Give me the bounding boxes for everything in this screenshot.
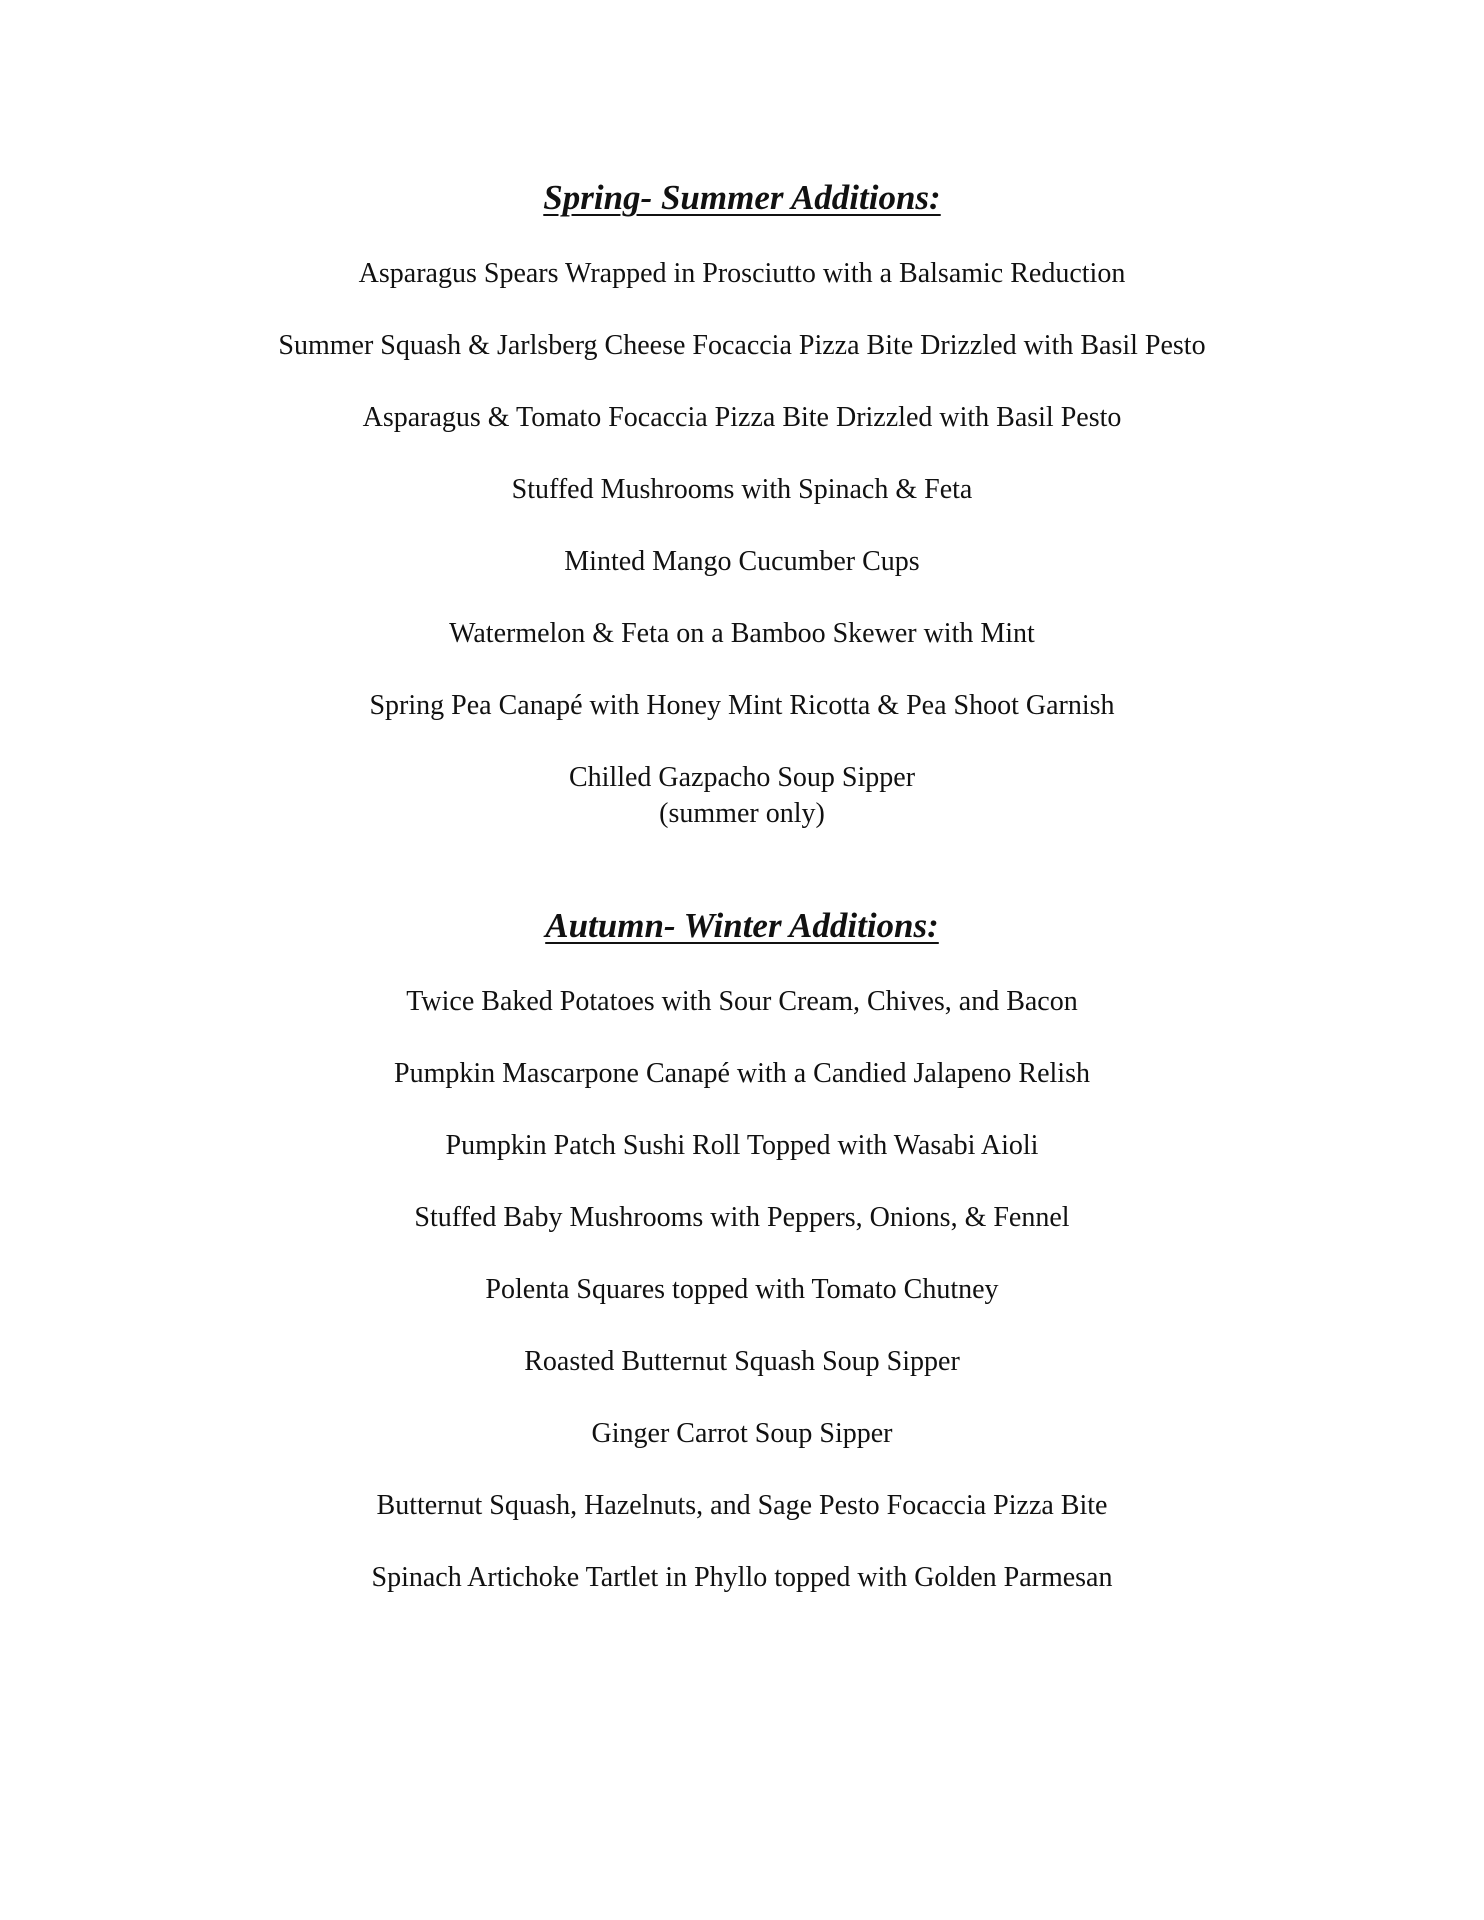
menu-item: Pumpkin Patch Sushi Roll Topped with Wasabi Aioli	[445, 1130, 1039, 1161]
menu-item: Butternut Squash, Hazelnuts, and Sage Pesto Focaccia Pizza Bite	[376, 1490, 1108, 1521]
menu-item-note: (summer only)	[659, 798, 825, 829]
menu-item-text: Chilled Gazpacho Soup Sipper	[568, 762, 916, 793]
menu-item: Twice Baked Potatoes with Sour Cream, Chives, and Bacon	[406, 986, 1078, 1017]
menu-item: Stuffed Mushrooms with Spinach & Feta	[511, 474, 973, 505]
menu-item: Asparagus Spears Wrapped in Prosciutto with a Balsamic Reduction	[358, 258, 1126, 289]
spring-summer-list	[0, 256, 1484, 832]
menu-item: Polenta Squares topped with Tomato Chutney	[485, 1274, 999, 1305]
menu-item: Ginger Carrot Soup Sipper	[591, 1418, 893, 1449]
menu-item: Spinach Artichoke Tartlet in Phyllo topped with Golden Parmesan	[371, 1562, 1113, 1593]
menu-item: Stuffed Baby Mushrooms with Peppers, Onions, & Fennel	[414, 1202, 1070, 1233]
menu-item: Minted Mango Cucumber Cups	[564, 546, 920, 577]
autumn-winter-list	[0, 984, 1484, 1632]
menu-item: Watermelon & Feta on a Bamboo Skewer with Mint	[449, 618, 1035, 649]
menu-item-with-note	[0, 760, 1484, 832]
menu-item: Pumpkin Mascarpone Canapé with a Candied Jalapeno Relish	[394, 1058, 1090, 1089]
menu-item: Spring Pea Canapé with Honey Mint Ricotta & Pea Shoot Garnish	[369, 690, 1115, 721]
menu-item: Roasted Butternut Squash Soup Sipper	[524, 1346, 960, 1377]
spring-summer-heading: Spring- Summer Additions:	[543, 178, 941, 217]
menu-item: Asparagus & Tomato Focaccia Pizza Bite Drizzled with Basil Pesto	[362, 402, 1122, 433]
menu-item: Summer Squash & Jarlsberg Cheese Focaccia Pizza Bite Drizzled with Basil Pesto	[278, 330, 1206, 361]
autumn-winter-heading: Autumn- Winter Additions:	[545, 906, 939, 945]
